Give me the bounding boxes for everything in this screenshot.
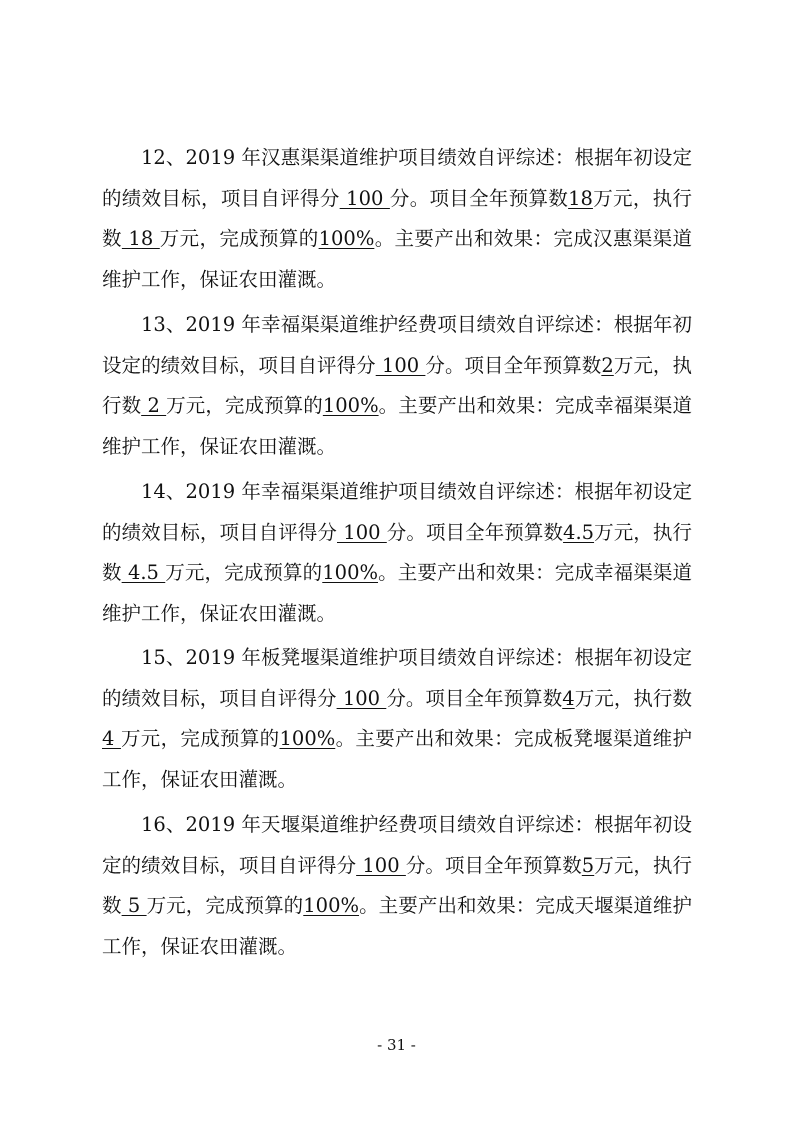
- paragraph-text: 万元，执行数: [102, 353, 692, 417]
- budget-value: 4: [562, 686, 575, 710]
- paragraph-text: 分。项目全年预算数: [386, 686, 563, 710]
- paragraph-text: 万元，完成预算的: [159, 227, 319, 250]
- paragraph-text: 分。项目全年预算数: [389, 186, 569, 210]
- paragraph-text: 万元，完成预算的: [166, 394, 323, 417]
- paragraph-14: [102, 472, 692, 634]
- budget-value: 18: [568, 186, 593, 210]
- page-number: - 31 -: [377, 1036, 416, 1054]
- paragraph-text: 万元，完成预算的: [120, 727, 280, 750]
- paragraph-text: 15、2019 年板凳堰渠道维护项目绩效自评综述：根据年初设定的绩效目标，项目自评得分: [102, 646, 692, 710]
- completion-percent: 100%: [303, 894, 360, 917]
- paragraph-text: 万元，完成预算的: [146, 894, 304, 917]
- score-value: 100: [337, 520, 387, 544]
- paragraph-text: 。主要产出和效果：完成幸福渠渠道维护工作，保证农田灌溉。: [102, 394, 692, 458]
- paragraph-13: [102, 305, 692, 467]
- execution-value: 18: [121, 227, 160, 250]
- paragraph-12: [102, 138, 692, 300]
- paragraph-15: [102, 638, 692, 800]
- paragraph-text: 16、2019 年天堰渠道维护经费项目绩效自评综述：根据年初设定的绩效目标，项目自评得分: [102, 813, 692, 877]
- budget-value: 2: [601, 353, 614, 377]
- execution-value: 5: [121, 894, 147, 917]
- execution-value: 4: [102, 727, 121, 750]
- paragraph-text: 分。项目全年预算数: [425, 353, 602, 377]
- paragraph-text: 万元，执行数: [102, 853, 692, 917]
- score-value: 100: [356, 853, 406, 877]
- paragraph-text: 13、2019 年幸福渠渠道维护经费项目绩效自评综述：根据年初设定的绩效目标，项目自评得分: [102, 313, 692, 377]
- paragraph-text: 。主要产出和效果：完成幸福渠渠道维护工作，保证农田灌溉。: [102, 561, 692, 625]
- budget-value: 5: [581, 853, 595, 877]
- paragraph-text: 14、2019 年幸福渠渠道维护项目绩效自评综述：根据年初设定的绩效目标，项目自评得分: [102, 480, 692, 544]
- paragraph-text: 分。项目全年预算数: [386, 520, 564, 544]
- score-value: 100: [339, 186, 390, 210]
- execution-value: 4.5: [121, 561, 166, 584]
- execution-value: 2: [141, 394, 167, 417]
- completion-percent: 100%: [322, 561, 379, 584]
- paragraph-text: 。主要产出和效果：完成板凳堰渠道维护工作，保证农田灌溉。: [102, 727, 692, 791]
- paragraph-text: 万元，完成预算的: [165, 561, 323, 584]
- score-value: 100: [375, 353, 426, 377]
- paragraph-text: 。主要产出和效果：完成汉惠渠渠道维护工作，保证农田灌溉。: [102, 227, 692, 291]
- budget-value: 4.5: [563, 520, 595, 544]
- paragraph-16: [102, 805, 692, 967]
- completion-percent: 100%: [279, 727, 336, 750]
- paragraph-text: 12、2019 年汉惠渠渠道维护项目绩效自评综述：根据年初设定的绩效目标，项目自评得分: [102, 146, 692, 210]
- paragraph-text: 万元，执行数: [574, 686, 692, 710]
- completion-percent: 100%: [318, 227, 375, 250]
- paragraph-text: 万元，执行数: [102, 520, 692, 584]
- paragraph-text: 。主要产出和效果：完成天堰渠道维护工作，保证农田灌溉。: [102, 894, 692, 958]
- score-value: 100: [336, 686, 387, 710]
- paragraph-text: 万元，执行数: [102, 186, 692, 250]
- paragraph-text: 分。项目全年预算数: [405, 853, 582, 877]
- completion-percent: 100%: [322, 394, 379, 417]
